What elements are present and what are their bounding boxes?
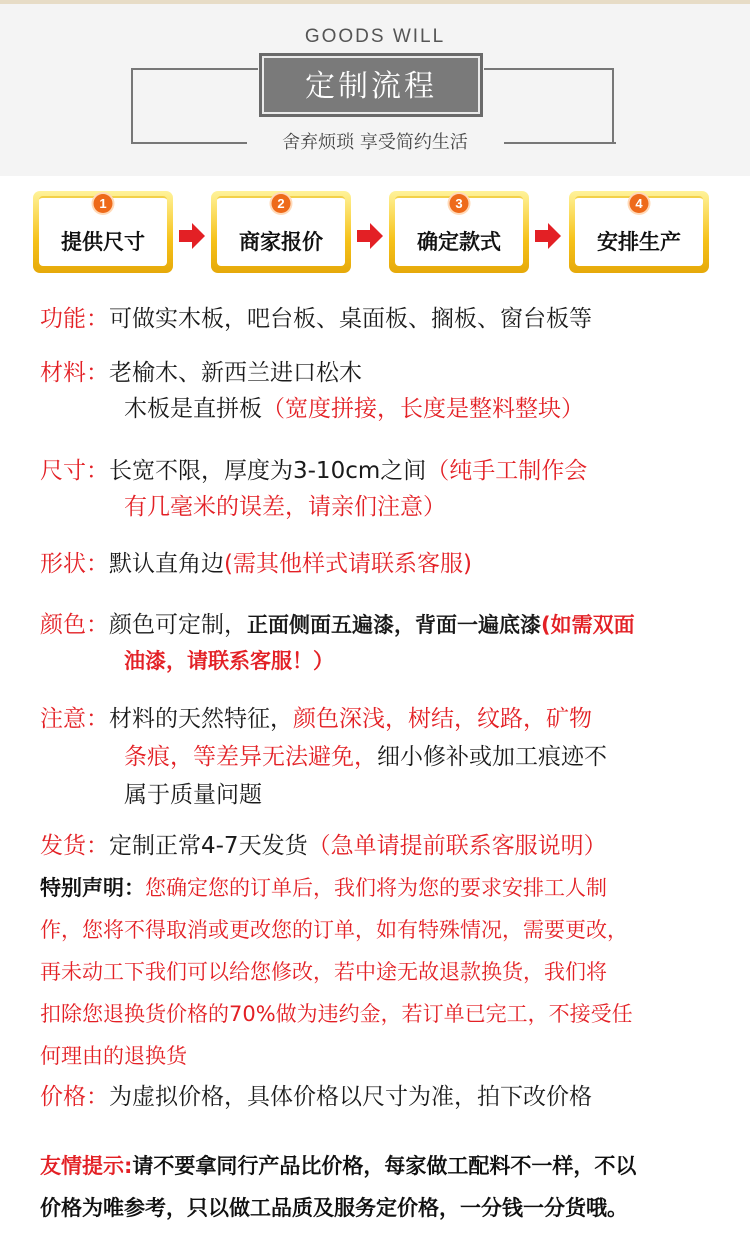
price-value: 为虚拟价格，具体价格以尺寸为准，拍下改价格 <box>109 1084 592 1110</box>
page-title: 定制流程 <box>262 56 480 114</box>
step-label: 确定款式 <box>417 230 501 254</box>
page-subtitle: 舍弃烦琐 享受简约生活 <box>282 132 468 153</box>
color-paint-detail: 正面侧面五遍漆，背面一遍底漆 <box>247 613 541 637</box>
shape-key: 形状： <box>40 551 109 577</box>
tip-line: 请不要拿同行产品比价格，每家做工配料不一样，不以 <box>132 1154 637 1178</box>
tip-key: 友情提示: <box>40 1154 133 1178</box>
shipping-key: 发货： <box>40 833 109 859</box>
note-value: 材料的天然特征， <box>109 706 293 732</box>
shipping-note-red: （急单请提前联系客服说明） <box>307 833 607 859</box>
shape-row <box>40 546 730 582</box>
note-red: 颜色深浅，树结，纹路，矿物 <box>293 706 592 732</box>
step-number-badge: 3 <box>450 194 469 213</box>
process-step-3 <box>389 191 529 273</box>
shape-note-red: (需其他样式请联系客服) <box>224 551 472 577</box>
size-value: 长宽不限，厚度为3-10cm之间 <box>109 458 427 484</box>
note-key: 注意： <box>40 706 109 732</box>
tip-line: 价格为唯参考，只以做工品质及服务定价格，一分钱一分货哦。 <box>40 1196 628 1220</box>
note-value-end: 属于质量问题 <box>124 782 262 808</box>
process-step-2 <box>211 191 351 273</box>
color-row <box>40 607 730 679</box>
statement-line: 扣除您退换货价格的70%做为违约金，若订单已完工，不接受任 <box>40 1002 633 1026</box>
price-row <box>40 1079 730 1115</box>
statement-line: 您确定您的订单后，我们将为您的要求安排工人制 <box>145 876 607 900</box>
right-arrow-icon <box>533 221 563 251</box>
statement-key: 特别声明： <box>40 876 145 900</box>
right-arrow-icon <box>355 221 385 251</box>
right-arrow-icon <box>177 221 207 251</box>
material-note: 木板是直拼板 <box>124 396 262 422</box>
function-row <box>40 301 730 337</box>
size-note-red: （纯手工制作会 <box>426 458 588 484</box>
step-number-badge: 2 <box>272 194 291 213</box>
size-row <box>40 453 730 525</box>
material-note-red: （宽度拼接，长度是整料整块） <box>262 396 584 422</box>
header-banner <box>0 0 750 176</box>
note-row <box>40 700 730 814</box>
step-number-badge: 4 <box>630 194 649 213</box>
brand-english-title: GOODS WILL <box>304 26 446 47</box>
material-key: 材料： <box>40 360 109 386</box>
statement-line: 再未动工下我们可以给您修改，若中途无故退款换货，我们将 <box>40 960 607 984</box>
material-value: 老榆木、新西兰进口松木 <box>109 360 362 386</box>
shipping-value: 定制正常4-7天发货 <box>109 833 308 859</box>
statement-line: 何理由的退换货 <box>40 1044 187 1068</box>
process-step-1 <box>33 191 173 273</box>
color-note-red-cont: 油漆，请联系客服！） <box>124 649 334 673</box>
friendly-tip <box>40 1145 730 1229</box>
color-note-red: (如需双面 <box>541 613 635 637</box>
function-value: 可做实木板，吧台板、桌面板、搁板、窗台板等 <box>109 306 592 332</box>
step-label: 安排生产 <box>597 230 681 254</box>
special-statement <box>40 867 730 1077</box>
color-value: 颜色可定制， <box>109 612 247 638</box>
shape-value: 默认直角边 <box>109 551 224 577</box>
color-key: 颜色： <box>40 612 109 638</box>
note-red-cont: 条痕，等差异无法避免， <box>124 744 377 770</box>
step-label: 商家报价 <box>239 230 323 254</box>
step-number-badge: 1 <box>94 194 113 213</box>
size-note-red-cont: 有几毫米的误差，请亲们注意） <box>124 494 446 520</box>
function-key: 功能： <box>40 306 109 332</box>
title-box <box>258 52 484 118</box>
note-value-cont: 细小修补或加工痕迹不 <box>377 744 607 770</box>
statement-line: 作，您将不得取消或更改您的订单，如有特殊情况，需要更改， <box>40 918 628 942</box>
process-step-4 <box>569 191 709 273</box>
size-key: 尺寸： <box>40 458 109 484</box>
material-row <box>40 355 730 427</box>
step-label: 提供尺寸 <box>61 230 145 254</box>
price-key: 价格： <box>40 1084 109 1110</box>
shipping-row <box>40 828 730 864</box>
